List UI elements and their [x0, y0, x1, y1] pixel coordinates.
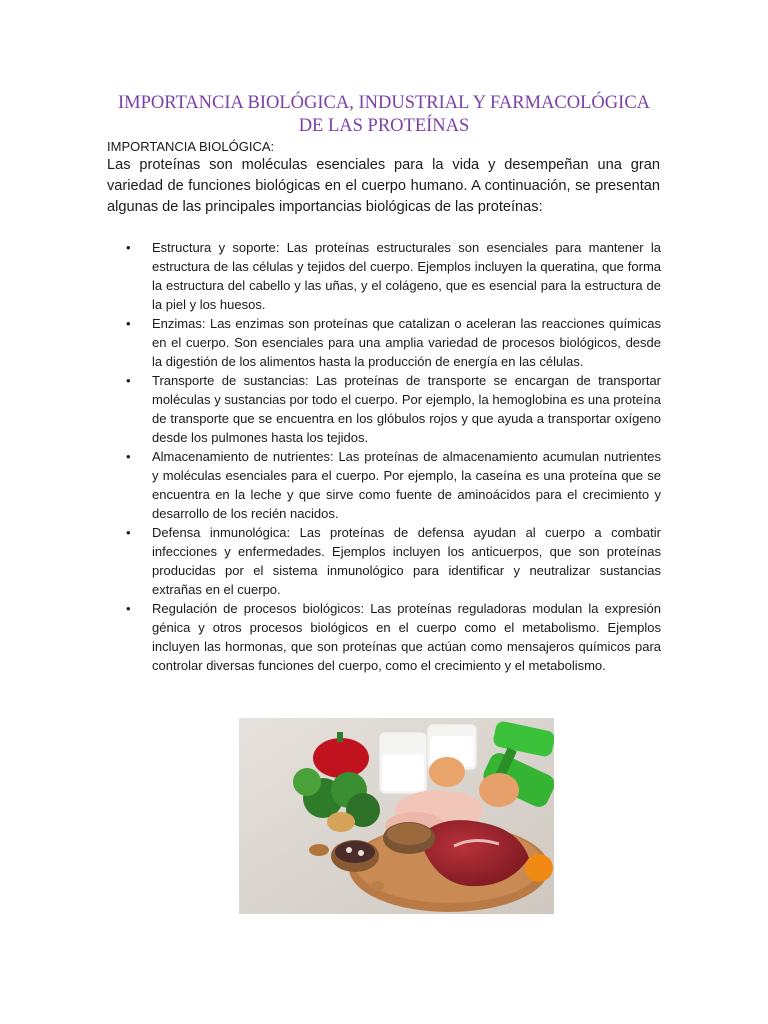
bullet-icon: •: [126, 449, 131, 464]
list-item: [126, 599, 661, 675]
item-label: Enzimas:: [152, 316, 206, 331]
item-text: Las proteínas de transporte se encargan de transportar moléculas y sustancias por todo el cuerpo. Por ejemplo, la hemoglobina es una proteína de transporte que se encuentra en los glóbulos rojos y que ayuda a transportar oxígeno desde los pulmones hasta los tejidos.: [152, 373, 662, 445]
list-item: [126, 314, 661, 371]
bullet-icon: •: [126, 240, 131, 255]
bullet-icon: •: [126, 601, 131, 616]
intro-paragraph: Las proteínas son moléculas esenciales para la vida y desempeñan una gran variedad de funciones biológicas en el cuerpo humano. A continuación, se presentan algunas de las principales importancias biológicas de las proteínas:: [107, 157, 660, 215]
item-label: Almacenamiento de nutrientes:: [152, 449, 334, 464]
bullet-icon: •: [126, 373, 131, 388]
title-line-2: DE LAS PROTEÍNAS: [298, 116, 470, 136]
item-text: Las proteínas estructurales son esenciales para mantener la estructura de las células y tejidos del cuerpo. Ejemplos incluyen la queratina, que forma la estructura del cabello y las uñas, y el colágeno, que es esencial para la estructura de la piel y los huesos.: [152, 240, 661, 312]
bullet-list: [126, 238, 661, 675]
item-label: Estructura y soporte:: [152, 240, 280, 255]
protein-foods-illustration: [239, 718, 554, 914]
item-text: Las proteínas de almacenamiento acumulan nutrientes y moléculas esenciales para el cuerpo. Por ejemplo, la caseína es una proteína que se encuentra en la leche y que sirve como fuente de aminoácidos para el crecimiento y desarrollo de los recién nacidos.: [152, 449, 661, 521]
section-subheading: IMPORTANCIA BIOLÓGICA:: [107, 139, 275, 154]
protein-foods-photo: [239, 718, 554, 914]
list-item: [126, 371, 661, 447]
item-label: Transporte de sustancias:: [152, 373, 309, 388]
list-item: [126, 238, 661, 314]
item-text: Las proteínas de defensa ayudan al cuerpo a combatir infecciones y enfermedades. Ejemplos incluyen los anticuerpos, que son proteínas producidas por el sistema inmunológico para identificar y neutralizar sustancias extrañas en el cuerpo.: [152, 525, 661, 597]
item-text: Las proteínas reguladoras modulan la expresión génica y otros procesos biológicos en el cuerpo como el metabolismo. Ejemplos incluyen las hormonas, que son proteínas que actúan como mensajeros químicos para controlar diversas funciones del cuerpo, como el crecimiento y el metabolismo.: [152, 601, 661, 673]
page-title: [100, 92, 668, 138]
bullet-icon: •: [126, 316, 131, 331]
title-line-1: IMPORTANCIA BIOLÓGICA, INDUSTRIAL Y FARMACOLÓGICA: [117, 93, 651, 113]
item-label: Regulación de procesos biológicos:: [152, 601, 365, 616]
list-item: [126, 447, 661, 523]
bullet-icon: •: [126, 525, 131, 540]
item-text: Las enzimas son proteínas que catalizan o aceleran las reacciones químicas en el cuerpo. Son esenciales para una amplia variedad de procesos biológicos, desde la digestión de los alimentos hasta la producción de energía en las células.: [152, 316, 661, 369]
item-label: Defensa inmunológica:: [152, 525, 291, 540]
list-item: [126, 523, 661, 599]
